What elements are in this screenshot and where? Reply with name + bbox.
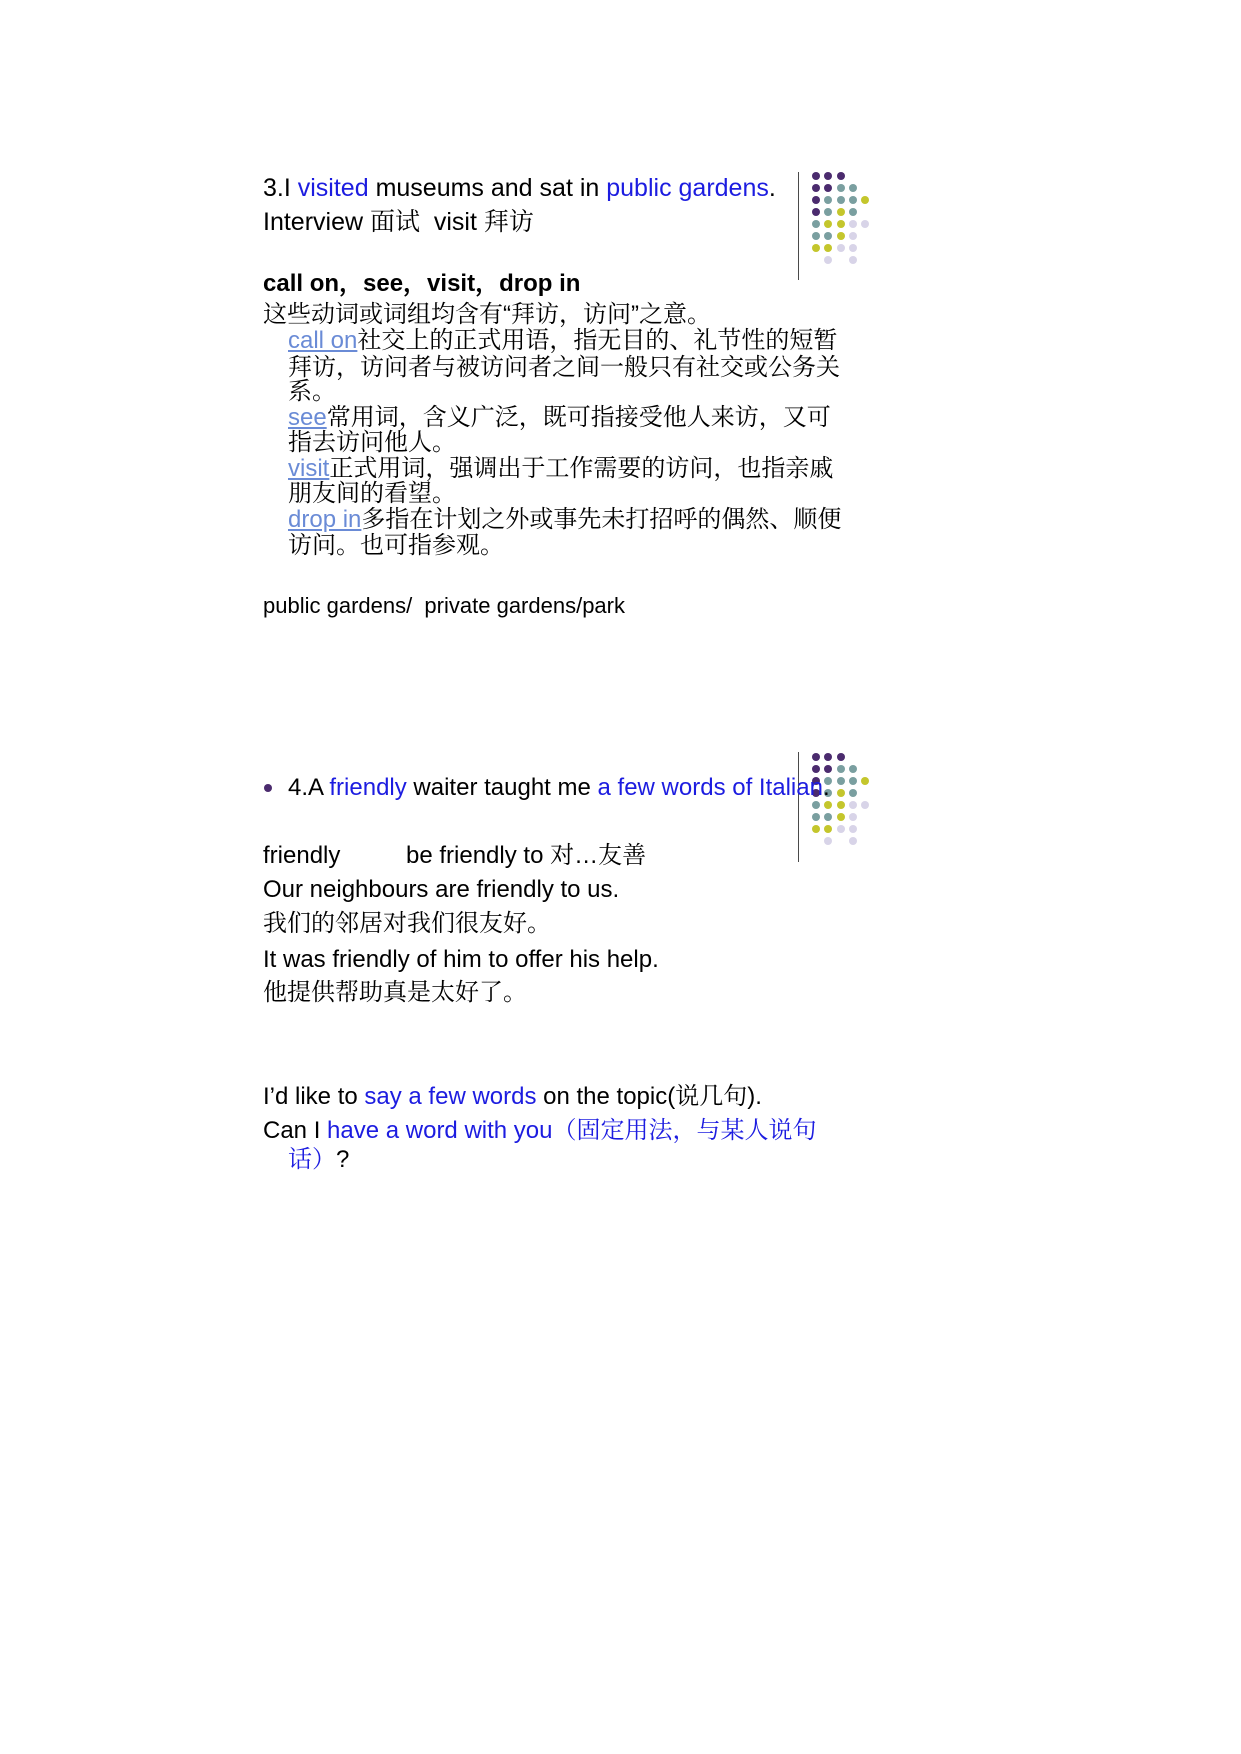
decor-dot bbox=[849, 232, 857, 240]
decor-dot bbox=[824, 220, 832, 228]
example-translation: 他提供帮助真是太好了。 bbox=[263, 979, 527, 1006]
decor-dot bbox=[849, 837, 857, 845]
decor-dot bbox=[861, 777, 869, 785]
gardens-note: public gardens/ private gardens/park bbox=[263, 593, 625, 618]
decor-dot bbox=[812, 813, 820, 821]
decor-dot bbox=[824, 813, 832, 821]
entry-drop-in-cont: 访问。也可指参观。 bbox=[288, 532, 504, 559]
example-sentence: Our neighbours are friendly to us. bbox=[263, 876, 620, 903]
decor-dot bbox=[824, 232, 832, 240]
decor-dot bbox=[849, 184, 857, 192]
entry-see-cont: 指去访问他人。 bbox=[288, 429, 456, 456]
have-a-word-line-cont bbox=[288, 1145, 349, 1175]
slide-2-title bbox=[288, 773, 830, 803]
decor-dot bbox=[824, 256, 832, 264]
decor-dot bbox=[837, 244, 845, 252]
slide-1-divider-line bbox=[798, 172, 799, 280]
title-text: museums and sat in bbox=[368, 174, 607, 202]
verbs-heading: call on，see，visit，drop in bbox=[263, 270, 581, 297]
decor-dot bbox=[849, 825, 857, 833]
highlight-few-words: a few words of Italian bbox=[597, 774, 823, 801]
decor-dot bbox=[837, 825, 845, 833]
decor-dot bbox=[812, 753, 820, 761]
decor-dot bbox=[824, 825, 832, 833]
highlight-visited: visited bbox=[297, 174, 369, 202]
entry-call-on-cont: 拜访，访问者与被访问者之间一般只有社交或公务关 bbox=[288, 354, 840, 381]
term-link-visit[interactable]: visit bbox=[288, 455, 330, 482]
decor-dot bbox=[861, 196, 869, 204]
slide-2-dot-decoration bbox=[812, 753, 872, 853]
decor-dot bbox=[849, 789, 857, 797]
decor-dot bbox=[861, 801, 869, 809]
decor-dot bbox=[824, 837, 832, 845]
decor-dot bbox=[837, 813, 845, 821]
verbs-intro: 这些动词或词组均含有“拜访，访问”之意。 bbox=[263, 301, 711, 328]
decor-dot bbox=[849, 196, 857, 204]
vocab-usage: be friendly to 对…友善 bbox=[406, 842, 647, 869]
decor-dot bbox=[849, 256, 857, 264]
highlight-have-a-word: have a word with you（固定用法，与某人说句 bbox=[327, 1117, 817, 1144]
sentence-text: on the topic(说几句). bbox=[536, 1083, 762, 1110]
decor-dot bbox=[824, 184, 832, 192]
decor-dot bbox=[837, 777, 845, 785]
decor-dot bbox=[837, 196, 845, 204]
decor-dot bbox=[812, 825, 820, 833]
entry-visit-cont: 朋友间的看望。 bbox=[288, 480, 456, 507]
decor-dot bbox=[824, 208, 832, 216]
term-link-see[interactable]: see bbox=[288, 404, 327, 431]
decor-dot bbox=[837, 765, 845, 773]
decor-dot bbox=[849, 813, 857, 821]
decor-dot bbox=[849, 765, 857, 773]
title-period: . bbox=[768, 174, 776, 202]
title-text: waiter taught me bbox=[406, 774, 598, 801]
bullet-dot-icon bbox=[264, 784, 272, 792]
slide-1-dot-decoration bbox=[812, 172, 872, 272]
title-period: . bbox=[822, 774, 830, 801]
example-translation: 我们的邻居对我们很友好。 bbox=[263, 910, 551, 937]
example-sentence: It was friendly of him to offer his help. bbox=[263, 946, 659, 973]
decor-dot bbox=[837, 220, 845, 228]
slide-1-title bbox=[263, 173, 776, 203]
decor-dot bbox=[812, 765, 820, 773]
decor-dot bbox=[824, 753, 832, 761]
decor-dot bbox=[824, 196, 832, 204]
question-mark: ? bbox=[336, 1146, 350, 1173]
decor-dot bbox=[849, 801, 857, 809]
entry-text: 正式用词，强调出于工作需要的访问，也指亲戚 bbox=[329, 455, 834, 482]
decor-dot bbox=[812, 172, 820, 180]
decor-dot bbox=[837, 801, 845, 809]
decor-dot bbox=[861, 220, 869, 228]
entry-text: 社交上的正式用语，指无目的、礼节性的短暂 bbox=[357, 327, 838, 354]
interview-line: Interview 面试 visit 拜访 bbox=[263, 208, 534, 236]
title-number: 3.I bbox=[263, 174, 298, 202]
decor-dot bbox=[837, 184, 845, 192]
decor-dot bbox=[812, 196, 820, 204]
decor-dot bbox=[812, 208, 820, 216]
decor-dot bbox=[837, 172, 845, 180]
term-link-call-on[interactable]: call on bbox=[288, 327, 358, 354]
title-number: 4.A bbox=[288, 774, 330, 801]
decor-dot bbox=[849, 208, 857, 216]
highlight-say-a-few-words: say a few words bbox=[364, 1083, 537, 1110]
entry-text: 多指在计划之外或事先未打招呼的偶然、顺便 bbox=[361, 506, 842, 533]
say-a-few-words-line bbox=[263, 1082, 762, 1112]
entry-text: 常用词，含义广泛，既可指接受他人来访，又可 bbox=[326, 404, 831, 431]
decor-dot bbox=[812, 232, 820, 240]
decor-dot bbox=[837, 208, 845, 216]
decor-dot bbox=[824, 765, 832, 773]
entry-call-on bbox=[288, 326, 837, 356]
decor-dot bbox=[849, 244, 857, 252]
decor-dot bbox=[812, 184, 820, 192]
entry-call-on-cont: 系。 bbox=[288, 378, 336, 405]
decor-dot bbox=[837, 232, 845, 240]
highlight-have-a-word-cont: 话） bbox=[288, 1146, 336, 1173]
decor-dot bbox=[824, 244, 832, 252]
term-link-drop-in[interactable]: drop in bbox=[288, 506, 362, 533]
highlight-public-gardens: public gardens bbox=[606, 174, 769, 202]
slide-2-divider-line bbox=[798, 752, 799, 862]
decor-dot bbox=[849, 777, 857, 785]
decor-dot bbox=[837, 753, 845, 761]
decor-dot bbox=[824, 172, 832, 180]
decor-dot bbox=[837, 789, 845, 797]
highlight-friendly: friendly bbox=[329, 774, 407, 801]
vocab-word: friendly bbox=[263, 842, 341, 869]
decor-dot bbox=[849, 220, 857, 228]
decor-dot bbox=[812, 244, 820, 252]
decor-dot bbox=[812, 220, 820, 228]
have-a-word-line bbox=[263, 1116, 817, 1146]
sentence-text: Can I bbox=[263, 1117, 328, 1144]
sentence-text: I’d like to bbox=[263, 1083, 365, 1110]
